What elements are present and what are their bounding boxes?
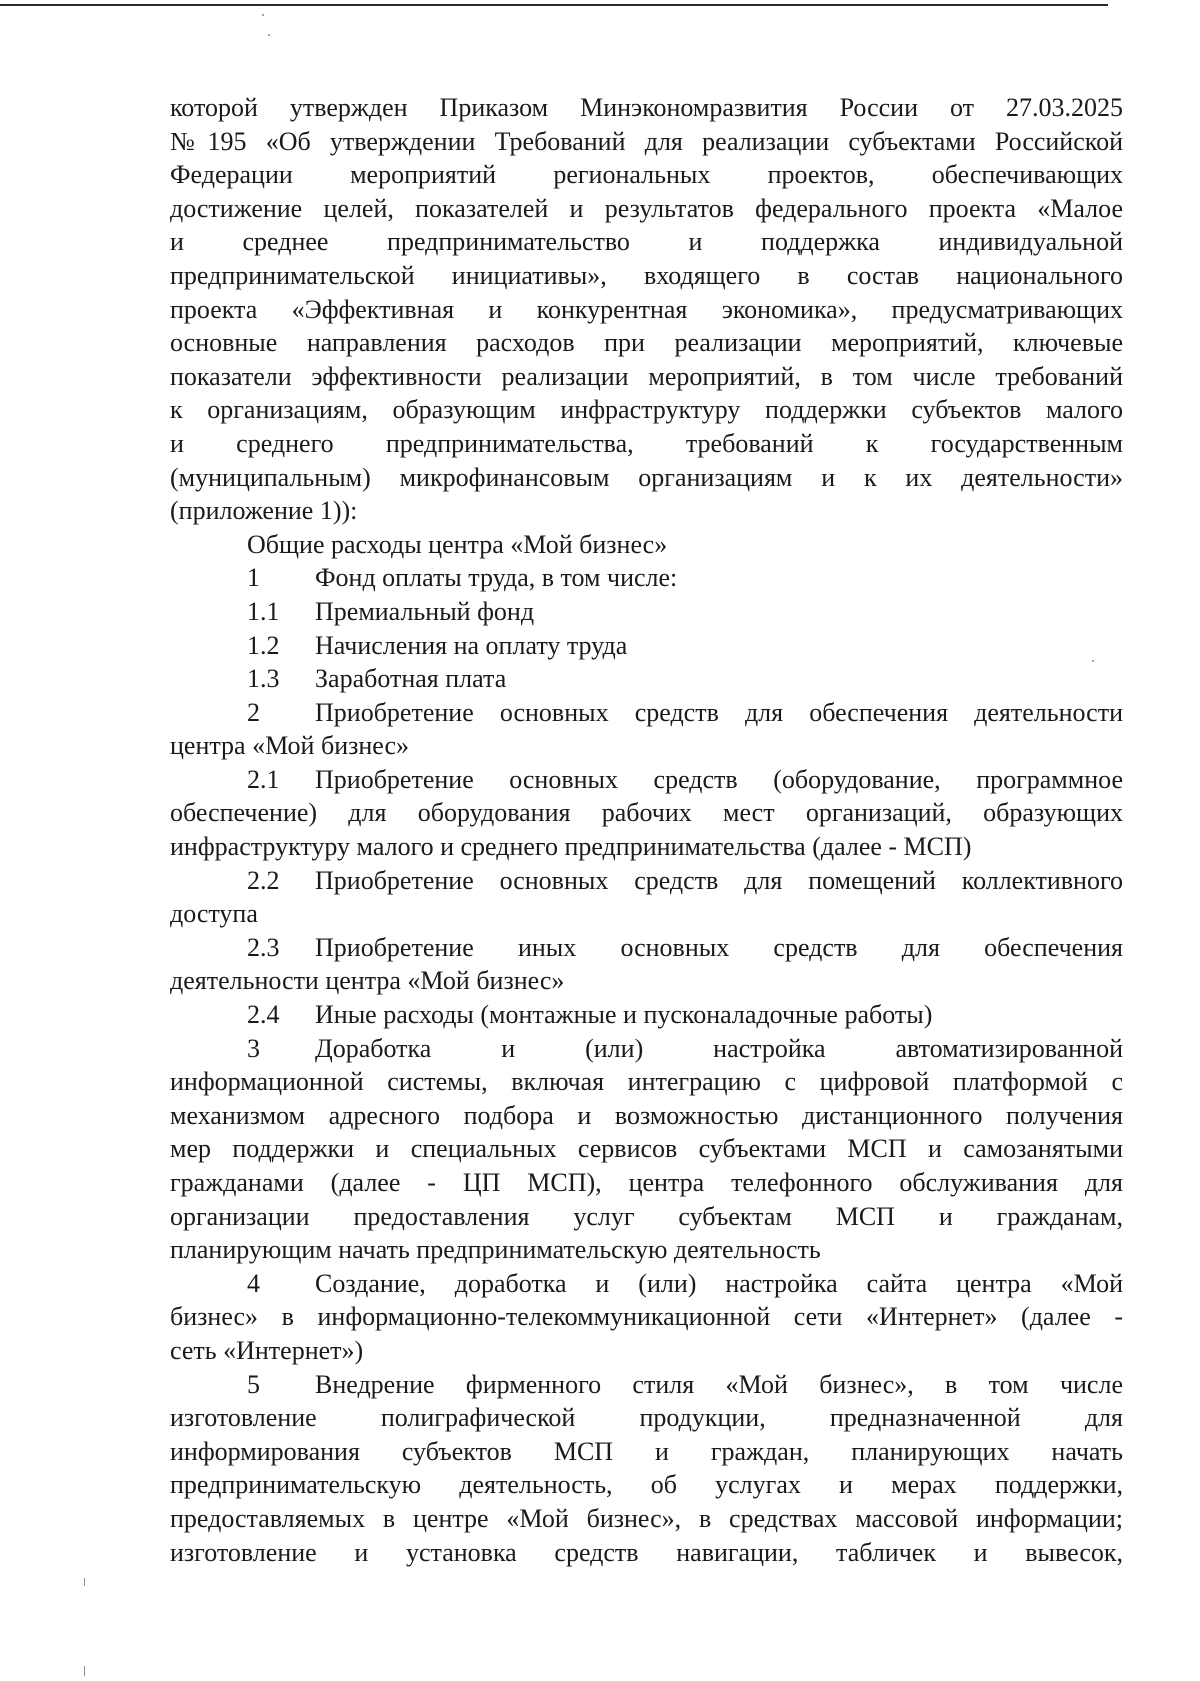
list-item bbox=[170, 1032, 1123, 1267]
item-text: обеспечение) для оборудования рабочих мест организаций, образующих bbox=[170, 798, 1123, 828]
item-number: 2.2 bbox=[247, 865, 280, 895]
item-text: Доработка и (или) настройка автоматизированной bbox=[315, 1033, 1123, 1063]
item-text: планирующим начать предпринимательскую деятельность bbox=[170, 1235, 821, 1265]
item-text: информационной системы, включая интеграцию с цифровой платформой с bbox=[170, 1067, 1123, 1097]
item-text: Фонд оплаты труда, в том числе: bbox=[315, 563, 678, 593]
item-number: 2 bbox=[247, 697, 260, 727]
item-number: 1.1 bbox=[247, 596, 280, 626]
item-text: Приобретение иных основных средств для обеспечения bbox=[315, 932, 1123, 962]
list-item bbox=[170, 763, 1123, 864]
item-text: деятельности центра «Мой бизнес» bbox=[170, 966, 565, 996]
item-text: Премиальный фонд bbox=[315, 596, 535, 626]
list-item bbox=[170, 595, 1123, 629]
intro-paragraph bbox=[170, 91, 1123, 528]
item-text: инфраструктуру малого и среднего предпринимательства (далее - МСП) bbox=[170, 832, 972, 862]
list-item bbox=[170, 864, 1123, 931]
item-text: доступа bbox=[170, 899, 258, 929]
section-heading: Общие расходы центра «Мой бизнес» bbox=[247, 529, 668, 559]
item-text: центра «Мой бизнес» bbox=[170, 731, 410, 761]
text-line: Федерации мероприятий региональных проектов, обеспечивающих bbox=[170, 160, 1123, 190]
item-text: предпринимательскую деятельность, об услугах и мерах поддержки, bbox=[170, 1470, 1123, 1500]
text-line: к организациям, образующим инфраструктуру поддержки субъектов малого bbox=[170, 395, 1123, 425]
list-item bbox=[170, 696, 1123, 763]
text-line: (приложение 1)): bbox=[170, 496, 358, 526]
item-text: гражданами (далее - ЦП МСП), центра телефонного обслуживания для bbox=[170, 1168, 1123, 1197]
item-number: 2.3 bbox=[247, 932, 280, 962]
text-line: и среднего предпринимательства, требований к государственным bbox=[170, 428, 1123, 458]
list-item bbox=[170, 1267, 1123, 1368]
item-number: 1 bbox=[247, 563, 260, 593]
item-number: 4 bbox=[247, 1268, 260, 1298]
text-line: основные направления расходов при реализации мероприятий, ключевые bbox=[170, 328, 1123, 358]
item-text: Заработная плата bbox=[315, 664, 507, 694]
item-text: организации предоставления услуг субъектам МСП и гражданам, bbox=[170, 1201, 1123, 1231]
text-line: проекта «Эффективная и конкурентная экономика», предусматривающих bbox=[170, 294, 1123, 324]
item-text: мер поддержки и специальных сервисов субъектами МСП и самозанятыми bbox=[170, 1134, 1123, 1164]
item-text: Внедрение фирменного стиля «Мой бизнес», в том числе bbox=[315, 1369, 1123, 1399]
item-number: 2.1 bbox=[247, 764, 280, 794]
list-item bbox=[170, 931, 1123, 998]
list-item bbox=[170, 1368, 1123, 1570]
item-text: Приобретение основных средств (оборудование, программное bbox=[315, 764, 1123, 794]
item-text: предоставляемых в центре «Мой бизнес», в средствах массовой информации; bbox=[170, 1503, 1123, 1533]
item-text: Приобретение основных средств для обеспечения деятельности bbox=[315, 697, 1123, 727]
item-text: Начисления на оплату труда bbox=[315, 630, 628, 660]
text-line: показатели эффективности реализации мероприятий, в том числе требований bbox=[170, 361, 1123, 391]
scan-artifact bbox=[262, 14, 264, 16]
list-item bbox=[170, 662, 1123, 696]
text-line: достижение целей, показателей и результатов федерального проекта «Малое bbox=[170, 193, 1123, 223]
text-line: и среднее предпринимательство и поддержка индивидуальной bbox=[170, 227, 1123, 257]
scan-artifact bbox=[268, 34, 270, 36]
item-text: механизмом адресного подбора и возможностью дистанционного получения bbox=[170, 1100, 1123, 1130]
top-border-line bbox=[0, 4, 1108, 6]
item-text: изготовление и установка средств навигации, табличек и вывесок, bbox=[170, 1537, 1123, 1567]
list-item bbox=[170, 561, 1123, 595]
document-body bbox=[170, 91, 1123, 1569]
text-line: (муниципальным) микрофинансовым организациям и к их деятельности» bbox=[170, 462, 1123, 492]
item-text: Приобретение основных средств для помещений коллективного bbox=[315, 865, 1123, 895]
item-number: 5 bbox=[247, 1369, 260, 1399]
text-line: №195 «Об утверждении Требований для реализации субъектами Российской bbox=[170, 126, 1123, 156]
scan-artifact bbox=[84, 1578, 85, 1586]
item-text: бизнес» в информационно-телекоммуникационной сети «Интернет» (далее - bbox=[170, 1302, 1123, 1332]
item-text: изготовление полиграфической продукции, предназначенной для bbox=[170, 1403, 1123, 1433]
scan-artifact bbox=[84, 1666, 85, 1676]
item-number: 3 bbox=[247, 1033, 260, 1063]
text-line: которой утвержден Приказом Минэкономразвития России от 27.03.2025 bbox=[170, 93, 1123, 122]
item-text: Создание, доработка и (или) настройка сайта центра «Мой bbox=[315, 1268, 1123, 1298]
item-text: сеть «Интернет») bbox=[170, 1335, 364, 1365]
item-number: 2.4 bbox=[247, 1000, 280, 1030]
list-item bbox=[170, 998, 1123, 1032]
item-text: Иные расходы (монтажные и пусконаладочные работы) bbox=[315, 1000, 933, 1030]
item-number: 1.3 bbox=[247, 664, 280, 694]
text-line: предпринимательской инициативы», входящего в состав национального bbox=[170, 260, 1123, 290]
item-text: информирования субъектов МСП и граждан, планирующих начать bbox=[170, 1436, 1123, 1466]
list-item bbox=[170, 629, 1123, 663]
item-number: 1.2 bbox=[247, 630, 280, 660]
